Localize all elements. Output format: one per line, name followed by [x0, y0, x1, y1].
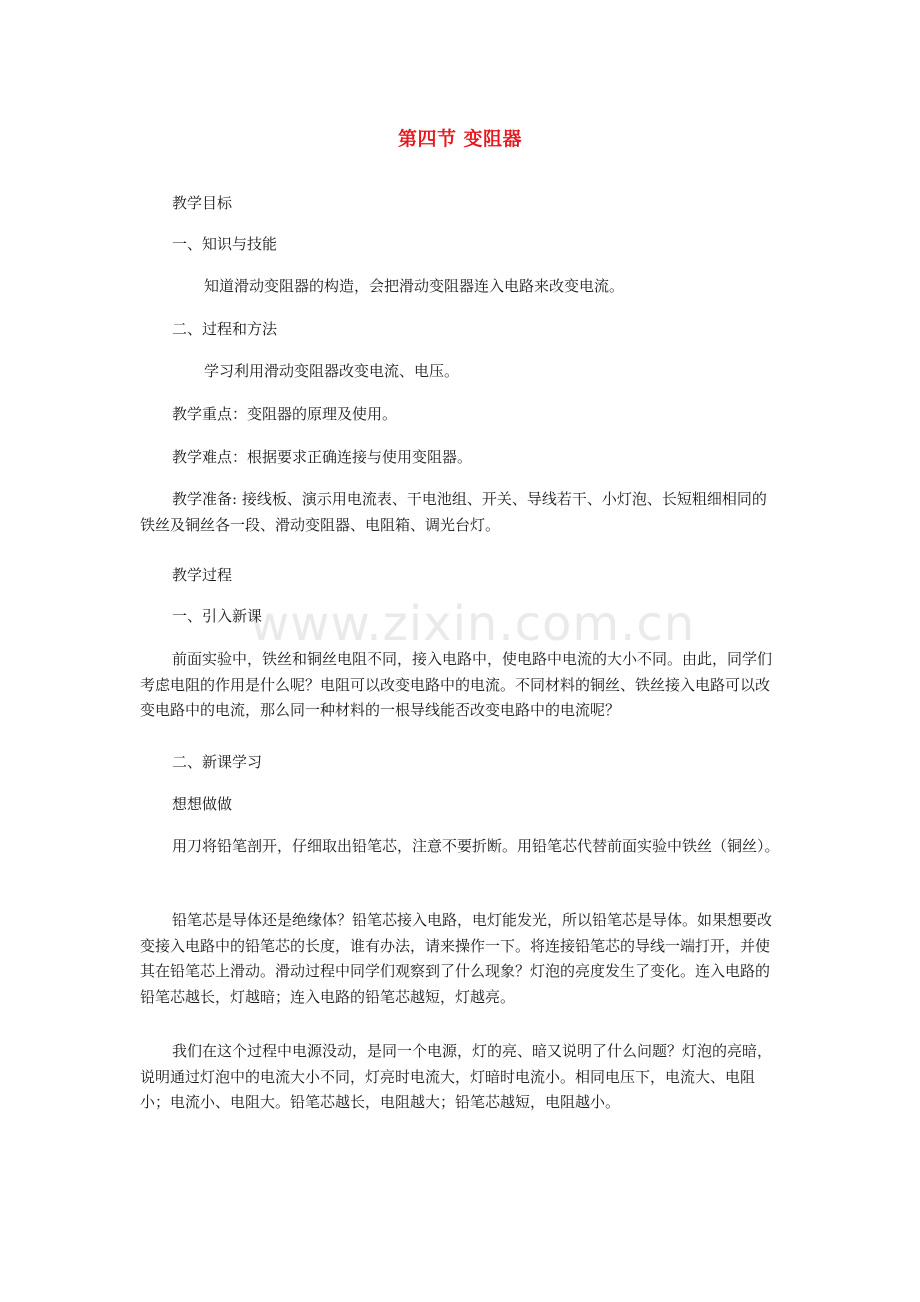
paragraph-pencil-conductor: 铅笔芯是导体还是绝缘体？铅笔芯接入电路，电灯能发光，所以铅笔芯是导体。如果想要改变接入电路中的铅笔芯的长度，谁有办法，请来操作一下。将连接铅笔芯的导线一端打开，并使其在铅笔芯上滑动。滑动过程中同学们观察到了什么现象？灯泡的亮度发生了变化。连入电路的铅笔芯越长，灯越暗；连入电路的铅笔芯越短，灯越亮。: [140, 911, 773, 1006]
paragraph-conclusion: 我们在这个过程中电源没动，是同一个电源，灯的亮、暗又说明了什么问题？灯泡的亮暗，说明通过灯泡中的电流大小不同，灯亮时电流大，灯暗时电流小。相同电压下，电流大、电阻小；电流小、电阻大。铅笔芯越长，电阻越大；铅笔芯越短，电阻越小。: [140, 1042, 773, 1111]
section-heading-objectives: 教学目标: [172, 194, 233, 212]
subsection-heading-new-lesson: 二、新课学习: [172, 753, 263, 771]
paragraph-key-point: 教学重点：变阻器的原理及使用。: [172, 405, 398, 423]
subsection-heading-process: 二、过程和方法: [172, 320, 278, 338]
paragraph-pencil-cut: 用刀将铅笔剖开，仔细取出铅笔芯，注意不要折断。用铅笔芯代替前面实验中铁丝（铜丝）。: [172, 837, 780, 855]
page-title: 第四节 变阻器: [397, 128, 523, 150]
subsection-heading-knowledge: 一、知识与技能: [172, 235, 278, 253]
paragraph-difficulty: 教学难点：根据要求正确连接与使用变阻器。: [172, 448, 473, 466]
subsection-heading-intro: 一、引入新课: [172, 607, 263, 625]
paragraph-intro: 前面实验中，铁丝和铜丝电阻不同，接入电路中，使电路中电流的大小不同。由此，同学们考虑电阻的作用是什么呢？电阻可以改变电路中的电流。不同材料的铜丝、铁丝接入电路可以改变电路中的电流，那么同一种材料的一根导线能否改变电路中的电流呢？: [140, 650, 773, 719]
paragraph-process: 学习利用滑动变阻器改变电流、电压。: [204, 362, 460, 380]
subsection-heading-think-do: 想想做做: [172, 795, 233, 813]
paragraph-knowledge: 知道滑动变阻器的构造，会把滑动变阻器连入电路来改变电流。: [204, 277, 625, 295]
paragraph-preparation: 教学准备: 接线板、演示用电流表、干电池组、开关、导线若干、小灯泡、长短粗细相同的铁丝及铜丝各一段、滑动变阻器、电阻箱、调光台灯。: [140, 490, 767, 534]
watermark: www.zixin.com.cn: [250, 596, 696, 652]
section-heading-procedure: 教学过程: [172, 566, 233, 584]
